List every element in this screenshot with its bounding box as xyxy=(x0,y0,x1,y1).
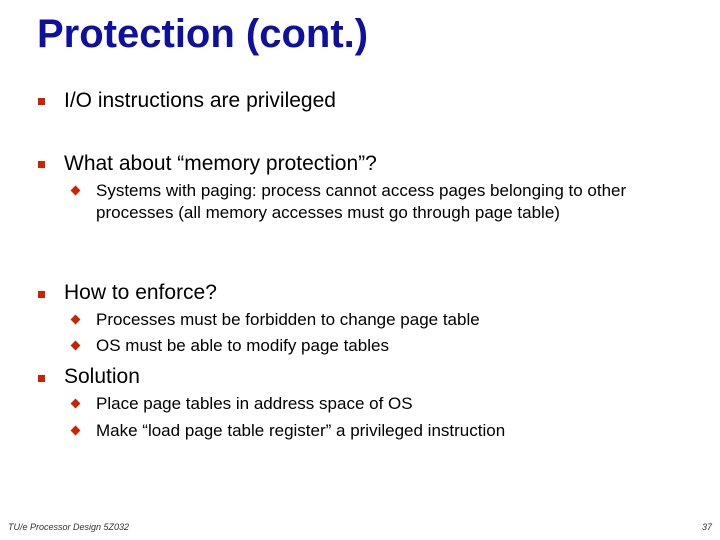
sub-bullet-marker-diamond xyxy=(71,186,81,196)
sub-bullet-marker-diamond xyxy=(71,315,81,325)
sub-bullet-marker-diamond xyxy=(71,341,81,351)
sub-bullet-item: Processes must be forbidden to change page table xyxy=(96,310,480,329)
bullet-item: What about “memory protection”? xyxy=(64,152,377,175)
bullet-item: I/O instructions are privileged xyxy=(64,89,336,112)
sub-bullet-marker-diamond xyxy=(71,426,81,436)
bullet-marker-square xyxy=(38,98,45,105)
sub-bullet-item: Systems with paging: process cannot access pages belonging to other processes (all memory accesses must go through page table) xyxy=(96,181,627,222)
bullet-item: Solution xyxy=(64,365,140,388)
bullet-marker-square xyxy=(38,375,45,382)
sub-bullet-item: Place page tables in address space of OS xyxy=(96,394,413,413)
sub-bullet-item: OS must be able to modify page tables xyxy=(96,336,389,355)
footer-page-number: 37 xyxy=(701,522,712,532)
bullet-item: How to enforce? xyxy=(64,281,217,304)
bullet-marker-square xyxy=(38,161,45,168)
bullet-marker-square xyxy=(38,291,45,298)
sub-bullet-marker-diamond xyxy=(71,399,81,409)
slide-title: Protection (cont.) xyxy=(37,12,369,56)
footer-course: TU/e Processor Design 5Z032 xyxy=(8,522,130,532)
sub-bullet-item: Make “load page table register” a privileged instruction xyxy=(96,421,506,440)
